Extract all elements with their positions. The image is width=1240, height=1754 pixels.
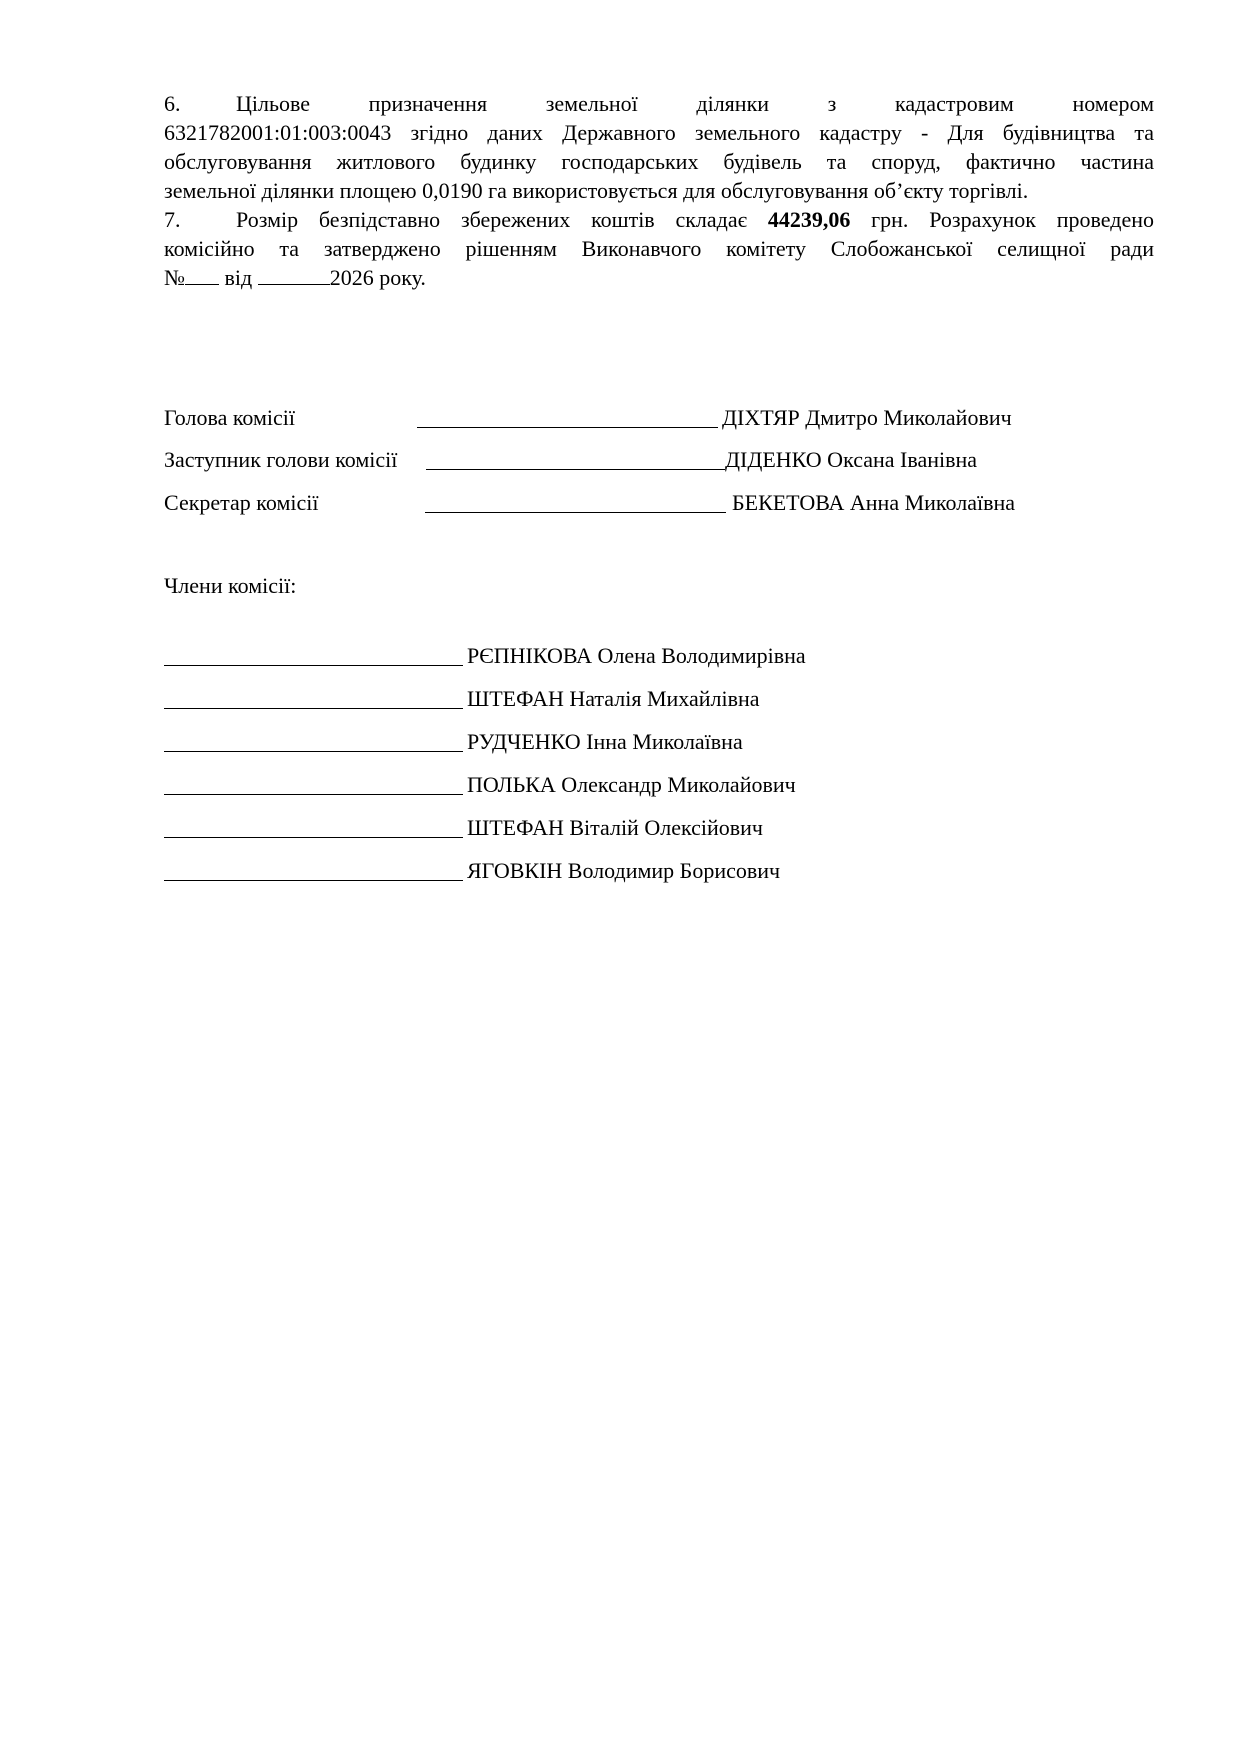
- officer-role: Заступник голови комісії: [164, 447, 398, 472]
- signature-line: [164, 794, 463, 795]
- signature-line: [164, 837, 463, 838]
- paragraph-6-line-3: обслуговування житлового будинку господарських будівель та споруд, фактично частина: [164, 149, 1154, 174]
- officer-row-chair: [164, 403, 1064, 433]
- officer-row-deputy: [164, 445, 1064, 475]
- paragraph-6: [164, 89, 1154, 205]
- decision-from-word: від: [219, 265, 258, 290]
- member-name: РУДЧЕНКО Інна Миколаївна: [467, 729, 743, 754]
- decision-number-sign: №: [164, 265, 185, 290]
- member-row: [164, 684, 964, 714]
- member-row: [164, 813, 964, 843]
- member-row: [164, 856, 964, 886]
- signature-line: [164, 880, 463, 881]
- signature-line: [164, 708, 463, 709]
- paragraph-7-line-3: [164, 263, 1154, 292]
- paragraph-7-line-1-before: Розмір безпідставно збережених коштів складає: [236, 207, 768, 232]
- decision-number-blank: [185, 266, 219, 285]
- decision-year: 2026 року.: [329, 265, 426, 290]
- signature-line: [164, 665, 463, 666]
- decision-date-blank: [258, 266, 330, 285]
- members-title: Члени комісії:: [164, 573, 297, 598]
- amount-value: 44239,06: [767, 207, 851, 232]
- paragraph-7-line-1-after: грн. Розрахунок проведено: [850, 207, 1154, 232]
- signature-line: [425, 512, 726, 513]
- signature-line: [426, 469, 725, 470]
- paragraph-6-line-1: [164, 89, 1154, 118]
- paragraph-7: [164, 205, 1154, 292]
- officer-row-secretary: [164, 488, 1064, 518]
- officer-name: БЕКЕТОВА Анна Миколаївна: [732, 490, 1015, 515]
- member-row: [164, 641, 964, 671]
- paragraph-6-number: 6.: [164, 91, 181, 116]
- paragraph-6-line-1-text: Цільове призначення земельної ділянки з кадастровим номером: [236, 91, 1154, 116]
- officer-name: ДІХТЯР Дмитро Миколайович: [722, 405, 1012, 430]
- paragraph-7-line-2: комісійно та затверджено рішенням Виконавчого комітету Слобожанської селищної ради: [164, 236, 1154, 261]
- member-row: [164, 727, 964, 757]
- member-row: [164, 770, 964, 800]
- paragraph-7-number: 7.: [164, 207, 181, 232]
- signature-line: [164, 751, 463, 752]
- officer-role: Голова комісії: [164, 405, 296, 430]
- paragraph-6-line-4: земельної ділянки площею 0,0190 га використовується для обслуговування об’єкту торгівлі.: [164, 178, 1029, 203]
- member-name: ЯГОВКІН Володимир Борисович: [467, 858, 781, 883]
- signature-line: [417, 427, 718, 428]
- officer-role: Секретар комісії: [164, 490, 319, 515]
- member-name: ШТЕФАН Наталія Михайлівна: [467, 686, 760, 711]
- member-name: ПОЛЬКА Олександр Миколайович: [467, 772, 796, 797]
- member-name: ШТЕФАН Віталій Олексійович: [467, 815, 763, 840]
- paragraph-6-line-2: 6321782001:01:003:0043 згідно даних Державного земельного кадастру - Для будівництва та: [164, 120, 1154, 145]
- paragraph-7-line-1: [164, 205, 1154, 234]
- member-name: РЄПНІКОВА Олена Володимирівна: [467, 643, 806, 668]
- officer-name: ДІДЕНКО Оксана Іванівна: [725, 447, 978, 472]
